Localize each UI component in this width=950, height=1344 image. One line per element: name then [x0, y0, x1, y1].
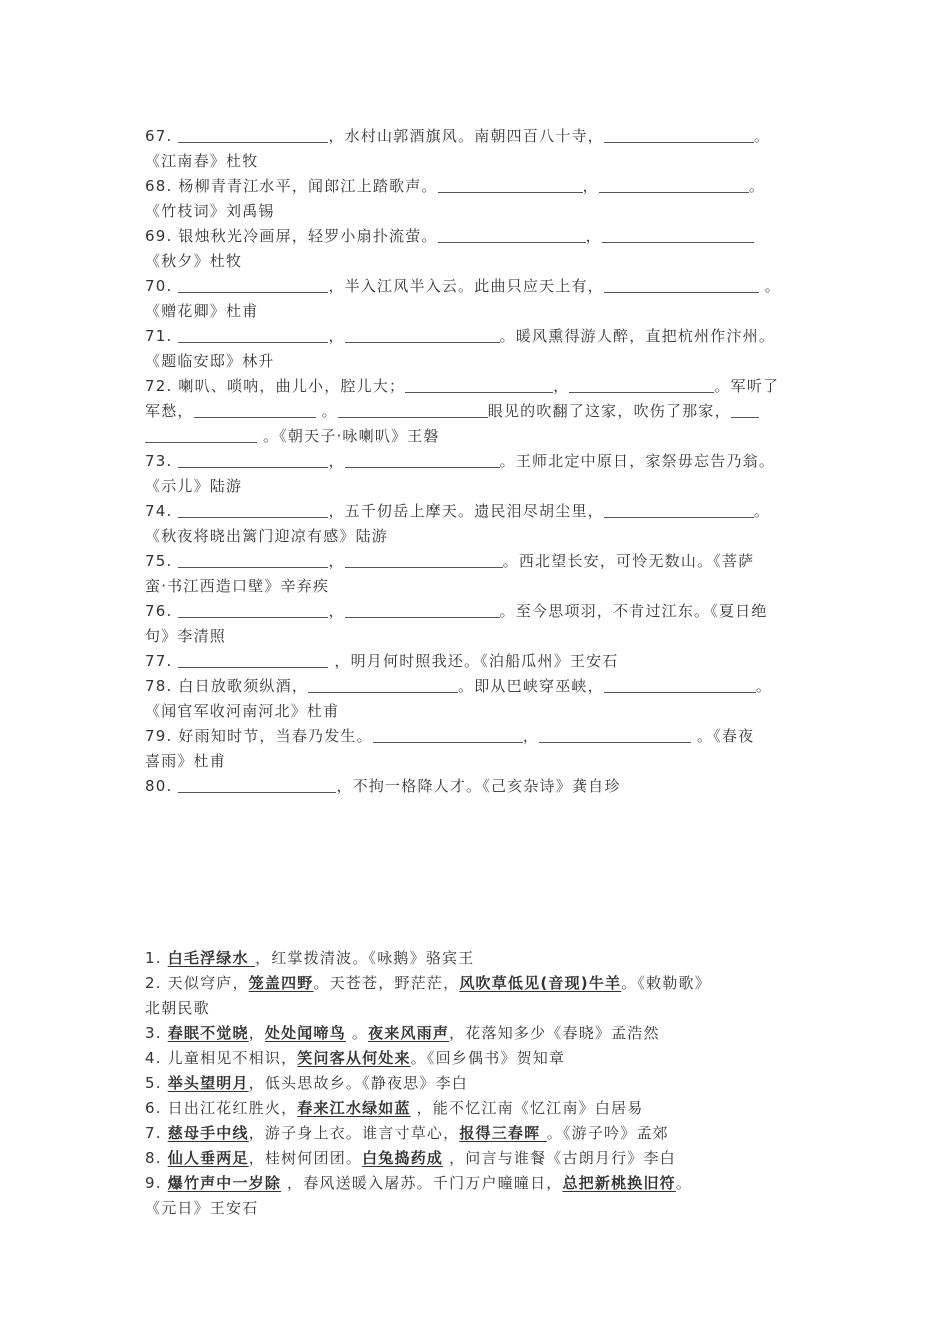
text-segment: 76.: [145, 602, 179, 620]
fill-in-blank: [373, 727, 523, 743]
text-segment: 4. 儿童相见不相识，: [145, 1049, 298, 1067]
text-segment: 军愁，: [145, 402, 194, 420]
text-segment: ，: [522, 727, 540, 745]
text-segment: 80.: [145, 777, 179, 795]
fill-in-blank: [178, 552, 328, 568]
answer-text: 举头望明月: [167, 1074, 249, 1092]
fill-in-blank: [731, 402, 759, 418]
text-segment: ，: [553, 377, 570, 395]
text-segment: ，: [328, 327, 345, 345]
fill-in-blank: [405, 377, 553, 393]
answer-line: [145, 946, 810, 971]
answer-line: [145, 1171, 810, 1196]
answer-text: 风吹草低见(音现)牛羊: [459, 974, 622, 992]
fill-in-blank: [178, 327, 328, 343]
text-segment: 《竹枝词》刘禹锡: [145, 202, 275, 220]
fill-in-blank: [308, 677, 458, 693]
fill-in-blank: [194, 402, 316, 418]
fill-in-blank: [438, 177, 583, 193]
fill-in-blank: [602, 227, 754, 243]
text-segment: 74.: [145, 502, 179, 520]
text-segment: 73.: [145, 452, 179, 470]
question-line: [145, 299, 810, 324]
text-segment: 。至今思项羽，不肯过江东。《夏日绝: [499, 602, 768, 620]
question-line: [145, 199, 810, 224]
answer-text: 白兔捣药成: [362, 1149, 444, 1167]
text-segment: 。: [753, 127, 771, 145]
text-segment: 北朝民歌: [145, 999, 210, 1017]
text-segment: 。: [675, 1174, 693, 1192]
text-segment: ，问言与谁餐《古朗月行》李白: [443, 1149, 676, 1167]
question-line: [145, 524, 810, 549]
text-segment: ，半入江风半入云。此曲只应天上有，: [328, 277, 604, 295]
text-segment: 《赠花卿》杜甫: [145, 302, 259, 320]
text-segment: 。《回乡偶书》贺知章: [410, 1049, 566, 1067]
fill-in-blank: [345, 452, 500, 468]
fill-in-blank: [338, 402, 488, 418]
text-segment: ，花落知多少《春晓》孟浩然: [449, 1024, 660, 1042]
fill-in-blank: [345, 327, 500, 343]
question-line: [145, 499, 810, 524]
text-segment: 。: [753, 502, 771, 520]
answer-line: [145, 1071, 810, 1096]
text-segment: 。《敕勒歌》: [621, 974, 711, 992]
text-segment: 。暖风熏得游人醉，直把杭州作汴州。: [499, 327, 776, 345]
text-segment: 。即从巴峡穿巫峡，: [458, 677, 604, 695]
answer-text: 仙人垂两足: [167, 1149, 249, 1167]
text-segment: 《秋夜将晓出篱门迎凉有感》陆游: [145, 527, 389, 545]
question-line: [145, 599, 810, 624]
question-line: [145, 274, 810, 299]
answer-line: [145, 996, 810, 1021]
text-segment: 蛮·书江西造口壁》辛弃疾: [145, 577, 330, 595]
fill-in-blank: [599, 177, 749, 193]
text-segment: 《闻官军收河南河北》杜甫: [145, 702, 340, 720]
answer-line: [145, 1196, 810, 1221]
question-line: [145, 699, 810, 724]
text-segment: ，不拘一格降人才。《己亥杂诗》龚自珍: [336, 777, 621, 795]
question-line: [145, 574, 810, 599]
fill-in-blank: [178, 502, 328, 518]
answer-text: 笑问客从何处来: [297, 1049, 411, 1067]
text-segment: 。: [345, 1024, 369, 1042]
question-line: [145, 399, 810, 424]
question-line: [145, 224, 810, 249]
text-segment: 。《朝天子·咏喇叭》王磐: [257, 427, 440, 445]
fill-in-blank: [345, 602, 500, 618]
text-segment: 。: [758, 277, 782, 295]
answer-text: 爆竹声中一岁除: [167, 1174, 282, 1192]
fill-in-blank: [345, 552, 503, 568]
fill-in-blank: [178, 602, 328, 618]
question-line: [145, 424, 810, 449]
text-segment: ，明月何时照我还。《泊船瓜州》王安石: [328, 652, 619, 670]
question-line: [145, 374, 810, 399]
fill-in-blank: [604, 502, 754, 518]
text-segment: 。《游子吟》孟郊: [546, 1124, 669, 1142]
answer-line: [145, 1096, 810, 1121]
question-line: [145, 624, 810, 649]
answer-text: 春来江水绿如蓝: [297, 1099, 411, 1117]
text-segment: ，能不忆江南《忆江南》白居易: [410, 1099, 644, 1117]
fill-in-blank: [178, 652, 328, 668]
answer-text: 笼盖四野: [248, 974, 314, 992]
text-segment: ，: [328, 552, 345, 570]
text-segment: 71.: [145, 327, 179, 345]
text-segment: 69. 银烛秋光冷画屏，轻罗小扇扑流萤。: [145, 227, 438, 245]
text-segment: ，: [582, 177, 599, 195]
text-segment: 70.: [145, 277, 179, 295]
answer-line: [145, 1046, 810, 1071]
question-line: [145, 474, 810, 499]
text-segment: 《元日》王安石: [145, 1199, 259, 1217]
text-segment: 7.: [145, 1124, 168, 1142]
text-segment: ，: [328, 602, 345, 620]
fill-in-blank: [438, 227, 586, 243]
answer-text: 慈母手中线: [167, 1124, 249, 1142]
fill-in-blank: [569, 377, 714, 393]
answer-line: [145, 1021, 810, 1046]
text-segment: 67.: [145, 127, 179, 145]
text-segment: 79. 好雨知时节，当春乃发生。: [145, 727, 373, 745]
answer-text: 春眠不觉晓: [167, 1024, 249, 1042]
text-segment: 1.: [145, 949, 168, 967]
text-segment: 78. 白日放歌须纵酒，: [145, 677, 309, 695]
questions-section: [145, 124, 810, 799]
text-segment: 2. 天似穹庐，: [145, 974, 249, 992]
text-segment: ，红掌拨清波。《咏鹅》骆宾王: [255, 949, 475, 967]
question-line: [145, 724, 810, 749]
text-segment: 8.: [145, 1149, 168, 1167]
text-segment: 《题临安邸》林升: [145, 352, 275, 370]
text-segment: ，: [328, 452, 345, 470]
question-line: [145, 149, 810, 174]
text-segment: ，春风送暖入屠苏。千门万户曈曈日，: [281, 1174, 563, 1192]
question-line: [145, 549, 810, 574]
text-segment: 。王师北定中原日，家祭毋忘告乃翁。: [499, 452, 776, 470]
text-segment: ，: [248, 1024, 265, 1042]
text-segment: 75.: [145, 552, 179, 570]
text-segment: 《江南春》杜牧: [145, 152, 259, 170]
answer-line: [145, 1121, 810, 1146]
answer-text: 报得三春晖: [459, 1124, 547, 1142]
answer-text: 夜来风雨声: [368, 1024, 450, 1042]
text-segment: ，游子身上衣。谁言寸草心，: [248, 1124, 460, 1142]
fill-in-blank: [604, 127, 754, 143]
question-line: [145, 674, 810, 699]
answers-section: [145, 946, 810, 1221]
text-segment: ，桂树何团团。: [248, 1149, 363, 1167]
fill-in-blank: [145, 427, 257, 443]
fill-in-blank: [178, 127, 328, 143]
text-segment: 68. 杨柳青青江水平，闻郎江上踏歌声。: [145, 177, 438, 195]
text-segment: ，: [585, 227, 602, 245]
text-segment: 眼见的吹翻了这家，吹伤了那家，: [487, 402, 731, 420]
question-line: [145, 774, 810, 799]
fill-in-blank: [604, 677, 756, 693]
text-segment: 3.: [145, 1024, 168, 1042]
fill-in-blank: [178, 452, 328, 468]
question-line: [145, 249, 810, 274]
text-segment: 77.: [145, 652, 179, 670]
fill-in-blank: [604, 277, 759, 293]
text-segment: 。: [748, 177, 766, 195]
text-segment: 72. 喇叭、唢呐，曲儿小，腔儿大；: [145, 377, 406, 395]
answer-text: 总把新桃换旧符: [562, 1174, 676, 1192]
text-segment: 。《春夜: [691, 727, 755, 745]
fill-in-blank: [539, 727, 691, 743]
question-line: [145, 649, 810, 674]
question-line: [145, 124, 810, 149]
fill-in-blank: [178, 277, 328, 293]
text-segment: 喜雨》杜甫: [145, 752, 227, 770]
question-line: [145, 324, 810, 349]
answer-text: 白毛浮绿水: [167, 949, 256, 967]
text-segment: 《秋夕》杜牧: [145, 252, 243, 270]
text-segment: ，水村山郭酒旗风。南朝四百八十寺，: [328, 127, 604, 145]
text-segment: ，低头思故乡。《静夜思》李白: [248, 1074, 469, 1092]
answer-line: [145, 1146, 810, 1171]
question-line: [145, 749, 810, 774]
text-segment: 。军听了: [714, 377, 780, 395]
text-segment: ，五千仞岳上摩天。遗民泪尽胡尘里，: [328, 502, 604, 520]
question-line: [145, 449, 810, 474]
text-segment: 句》李清照: [145, 627, 227, 645]
text-segment: 。: [755, 677, 773, 695]
question-line: [145, 174, 810, 199]
answer-line: [145, 971, 810, 996]
answer-text: 处处闻啼鸟: [264, 1024, 346, 1042]
text-segment: 9.: [145, 1174, 168, 1192]
fill-in-blank: [178, 777, 336, 793]
text-segment: 《示儿》陆游: [145, 477, 243, 495]
text-segment: 。: [315, 402, 338, 420]
text-segment: 。西北望长安，可怜无数山。《菩萨: [502, 552, 755, 570]
question-line: [145, 349, 810, 374]
text-segment: 6. 日出江花红胜火，: [145, 1099, 298, 1117]
text-segment: 5.: [145, 1074, 168, 1092]
text-segment: 。天苍苍，野茫茫，: [313, 974, 460, 992]
